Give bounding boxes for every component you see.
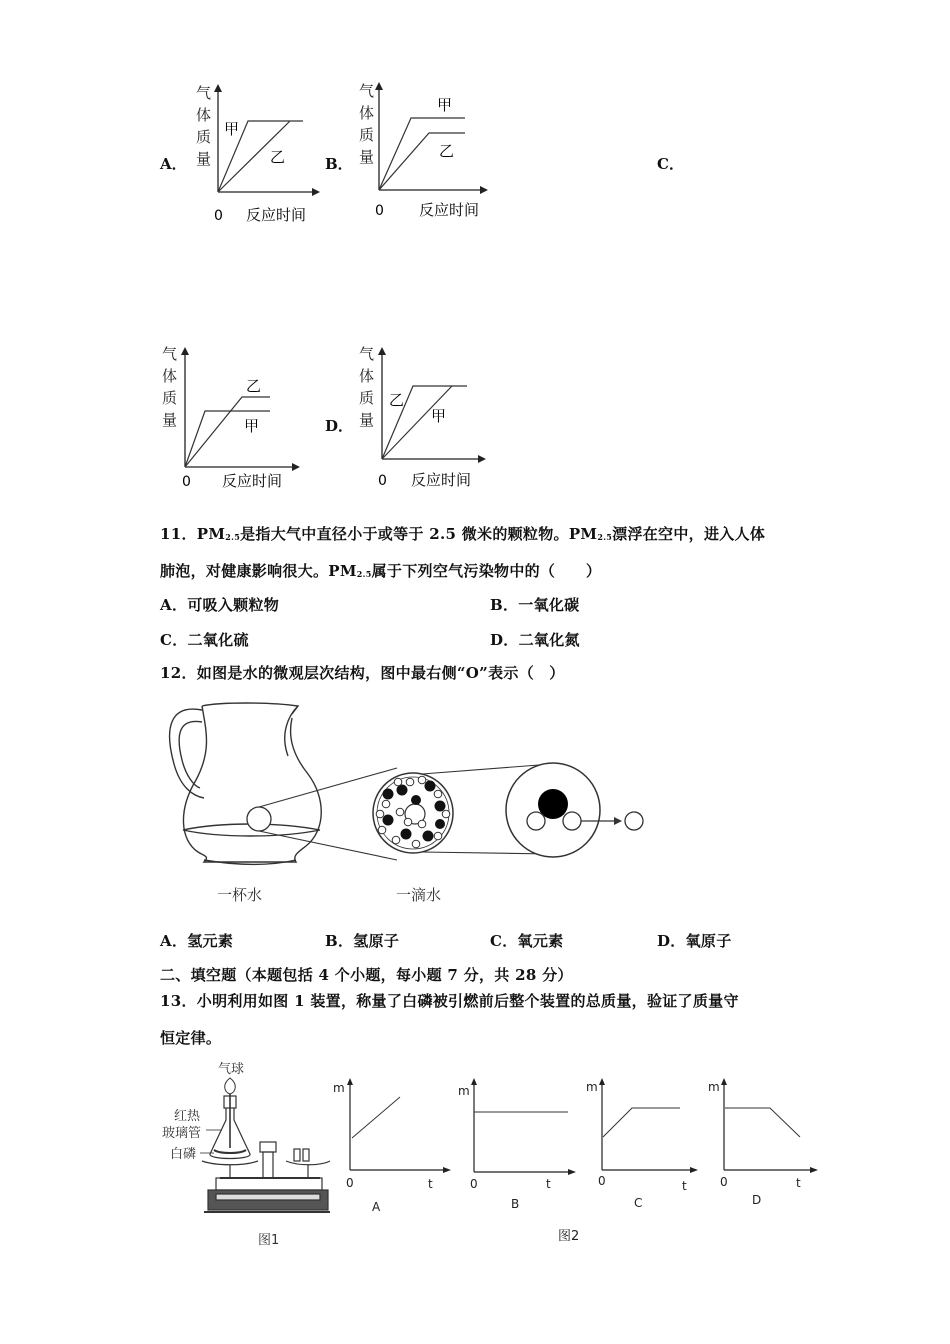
figure-2-caption: 图2: [558, 1229, 580, 1244]
fig2-graph-c: [586, 1078, 698, 1210]
y-axis-char: 体: [359, 104, 375, 122]
series-label-upper: 甲: [224, 120, 240, 138]
q13-figure-2: [330, 1075, 830, 1250]
y-axis-char: 气: [359, 345, 375, 363]
series-label-lower: 乙: [270, 148, 286, 166]
hydrogen-atom: [563, 812, 581, 830]
series-label-upper: 乙: [246, 377, 262, 395]
fig2-graph-b: [458, 1078, 576, 1211]
fig2-graph-d: [708, 1078, 818, 1207]
x-axis-label: t: [796, 1176, 801, 1190]
q12-option-b: B．氢原子: [325, 932, 400, 950]
q11-option-d: D．二氧化氮: [490, 631, 580, 649]
arrow-icon: [614, 817, 622, 825]
q10-graph-c: [158, 343, 308, 493]
hydrogen-atom: [527, 812, 545, 830]
section-2-title: 二、填空题（本题包括 4 个小题，每小题 7 分，共 28 分）: [160, 966, 573, 984]
y-axis-char: 体: [162, 367, 178, 385]
tube-label-2: 玻璃管: [162, 1126, 202, 1141]
y-axis-char: 体: [359, 367, 375, 385]
x-axis-label: 反应时间: [419, 201, 480, 219]
graph-label: B: [511, 1197, 520, 1211]
y-axis-char: 质: [359, 126, 375, 144]
series-label-upper: 乙: [389, 391, 405, 409]
y-axis-char: 质: [196, 128, 212, 146]
q13-figure-1: [160, 1058, 330, 1253]
graph-label: A: [372, 1200, 381, 1214]
y-axis-char: 气: [359, 82, 375, 100]
phosphorus-label: 白磷: [170, 1147, 197, 1162]
series-label-lower: 甲: [431, 407, 447, 425]
q10-option-b-label: B．: [325, 155, 353, 173]
q11-option-a: A．可吸入颗粒物: [160, 596, 280, 614]
balloon-icon: [225, 1078, 236, 1094]
q13-stem-line2: 恒定律。: [160, 1029, 222, 1047]
balloon-label: 气球: [218, 1062, 245, 1077]
origin-label: 0: [598, 1174, 606, 1188]
origin-label: 0: [214, 208, 223, 224]
y-axis-char: 质: [359, 389, 375, 407]
x-axis-label: t: [428, 1177, 433, 1191]
x-axis-label: 反应时间: [246, 206, 307, 224]
x-axis-label: 反应时间: [222, 472, 283, 490]
series-label-lower: 甲: [244, 417, 260, 435]
origin-label: 0: [346, 1176, 354, 1190]
zoom-point-cup: [247, 807, 271, 831]
flask-icon: [210, 1094, 250, 1159]
x-axis-label: t: [546, 1177, 551, 1191]
q10-option-a-label: A．: [160, 155, 187, 173]
y-axis-label: m: [333, 1081, 345, 1095]
y-axis-char: 气: [196, 84, 212, 102]
q10-graph-a: [190, 80, 330, 230]
x-axis-label: t: [682, 1179, 687, 1193]
graph-label: C: [634, 1196, 643, 1210]
graph-label: D: [752, 1193, 762, 1207]
q10-graph-b: [355, 78, 500, 228]
origin-label: 0: [470, 1177, 478, 1191]
q12-stem: 12．如图是水的微观层次结构，图中最右侧“O”表示（ ）: [160, 664, 565, 682]
y-axis-char: 量: [359, 411, 375, 429]
q11-stem-line1: 11．$PM_{2.5}$是指大气中直径小于或等于 2.5 微米的颗粒物。$PM_{2.5}$漂浮在空中，进入人体: [160, 525, 766, 543]
y-axis-label: m: [586, 1080, 598, 1094]
q11-option-c: C．二氧化硫: [160, 631, 249, 649]
pitcher-icon: [170, 703, 322, 865]
y-axis-char: 质: [162, 389, 178, 407]
origin-label: 0: [182, 474, 191, 490]
origin-label: 0: [378, 473, 387, 489]
y-axis-label: m: [458, 1084, 470, 1098]
y-axis-char: 量: [196, 150, 212, 168]
origin-label: 0: [375, 203, 384, 219]
y-axis-char: 气: [162, 345, 178, 363]
fig2-graph-a: [333, 1078, 451, 1214]
q11-option-b: B．一氧化碳: [490, 596, 580, 614]
q12-option-d: D．氧原子: [657, 932, 732, 950]
q10-option-d-label: D．: [325, 417, 354, 435]
q12-option-a: A．氢元素: [160, 932, 234, 950]
target-circle-o: [625, 812, 643, 830]
q12-option-c: C．氧元素: [490, 932, 564, 950]
drop-label: 一滴水: [396, 886, 442, 904]
origin-label: 0: [720, 1175, 728, 1189]
x-axis-label: 反应时间: [411, 471, 472, 489]
y-axis-char: 量: [359, 148, 375, 166]
q10-option-c-label: C．: [657, 155, 684, 173]
q10-graph-d: [355, 343, 500, 493]
y-axis-label: m: [708, 1080, 720, 1094]
q13-stem-line1: 13．小明利用如图 1 装置，称量了白磷被引燃前后整个装置的总质量，验证了质量守: [160, 992, 739, 1010]
q11-stem-line2: 肺泡，对健康影响很大。$PM_{2.5}$属于下列空气污染物中的（ ）: [160, 562, 602, 580]
series-label-lower: 乙: [439, 142, 455, 160]
tube-label-1: 红热: [174, 1109, 201, 1124]
series-label-upper: 甲: [437, 96, 453, 114]
y-axis-char: 体: [196, 106, 212, 124]
q12-water-structure-figure: [160, 690, 660, 915]
y-axis-char: 量: [162, 411, 178, 429]
figure-1-caption: 图1: [258, 1233, 280, 1248]
cup-label: 一杯水: [217, 886, 263, 904]
